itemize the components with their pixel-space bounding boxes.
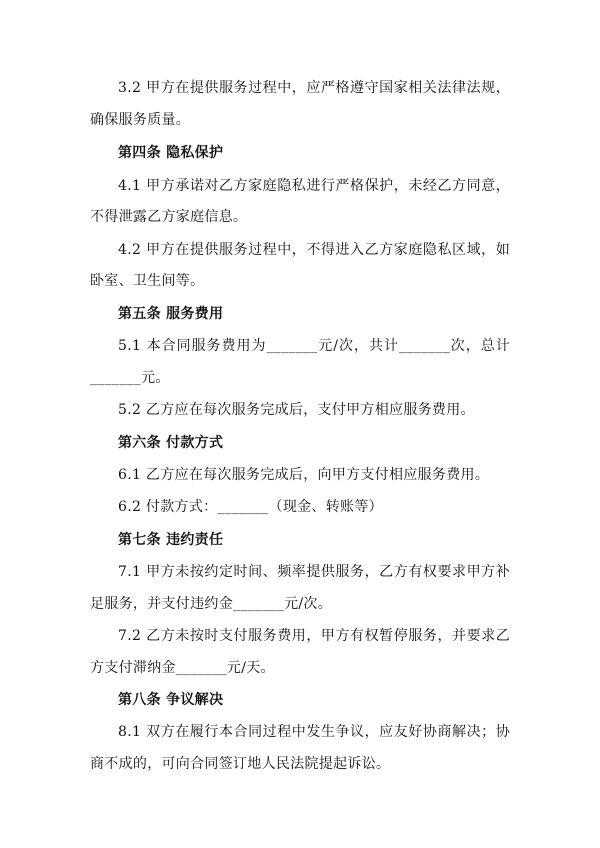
article-4-heading: 第四条 隐私保护 (118, 145, 224, 161)
clause-4-1-line-1: 4.1 甲方承诺对乙方家庭隐私进行严格保护，未经乙方同意， (118, 178, 510, 194)
article-6-heading: 第六条 付款方式 (118, 435, 224, 451)
clause-3-2-line-1: 3.2 甲方在提供服务过程中，应严格遵守国家相关法律法规， (118, 80, 510, 96)
clause-5-2: 5.2 乙方应在每次服务完成后，支付甲方相应服务费用。 (118, 402, 475, 418)
clause-7-2-line-2: 方支付滞纳金_______元/天。 (90, 660, 275, 676)
article-5-heading: 第五条 服务费用 (118, 306, 224, 322)
clause-7-1-line-1: 7.1 甲方未按约定时间、频率提供服务，乙方有权要求甲方补 (118, 564, 510, 580)
clause-7-2-line-1: 7.2 乙方未按时支付服务费用，甲方有权暂停服务，并要求乙 (118, 628, 510, 644)
clause-5-1-line-1: 5.1 本合同服务费用为_______元/次，共计_______次，总计 (118, 338, 510, 354)
article-7-heading: 第七条 违约责任 (118, 532, 224, 548)
clause-8-1-line-1: 8.1 双方在履行本合同过程中发生争议，应友好协商解决；协 (118, 724, 510, 740)
clause-7-1-line-2: 足服务，并支付违约金_______元/次。 (90, 596, 333, 612)
clause-5-1-line-2: _______元。 (90, 370, 170, 386)
clause-3-2-line-2: 确保服务质量。 (90, 112, 191, 128)
clause-6-2: 6.2 付款方式：_______（现金、转账等） (118, 499, 383, 515)
clause-4-2-line-2: 卧室、卫生间等。 (90, 273, 205, 289)
clause-6-1: 6.1 乙方应在每次服务完成后，向甲方支付相应服务费用。 (118, 467, 490, 483)
article-8-heading: 第八条 争议解决 (118, 692, 224, 708)
clause-4-2-line-1: 4.2 甲方在提供服务过程中，不得进入乙方家庭隐私区域，如 (118, 242, 510, 258)
clause-8-1-line-2: 商不成的，可向合同签订地人民法院提起诉讼。 (90, 756, 391, 772)
clause-4-1-line-2: 不得泄露乙方家庭信息。 (90, 209, 248, 225)
